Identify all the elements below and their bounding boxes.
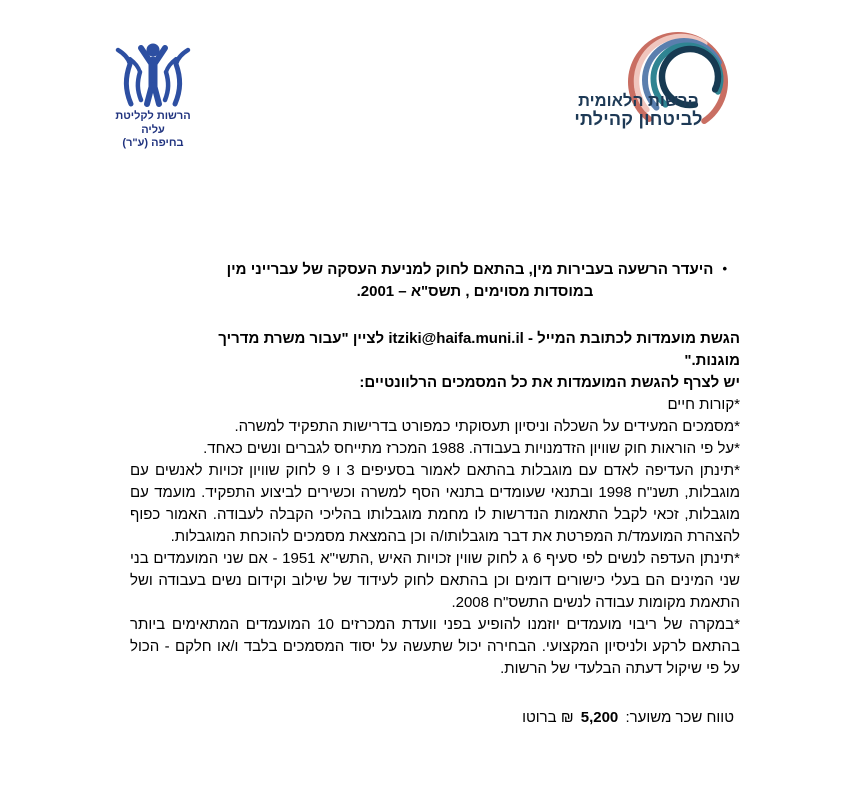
salary-suffix: ₪ ברוטו <box>522 709 574 726</box>
bullet-item-line1 <box>130 258 740 281</box>
submission-line2: מוגנות." <box>684 352 740 369</box>
document-body <box>130 258 740 729</box>
right-logo-caption-line1: הרשות הלאומית <box>578 92 699 110</box>
salary-amount: 5,200 <box>580 709 619 726</box>
national-community-safety-authority-logo <box>570 36 785 146</box>
candidate-selection-paragraph: *במקרה של ריבוי מועמדים יוזמנו להופיע בפני וועדת המכרזים 10 המועמדים המתאימים ביותר בהתאם לרקע ולניסיון המקצועי. הבחירה יכול שתעשה על יסוד המסמכים בלבד ו/או חלקם - הכול על פי שיקול דעתה הבלעדי של הרשות. <box>130 616 740 677</box>
disability-preference-paragraph: *תינתן העדיפה לאדם עם מוגבלות בהתאם לאמור בסעיפים 3 ו 9 לחוק שוויון זכויות לאנשים עם מוגבלות, תשנ"ח 1998 ובתנאי שעומדים בתנאי הסף למשרה וכשירים לביצוע התפקיד. מועמד עם מוגבלות, זכאי לקבל התאמות הנדרשות לו מחמת מוגבלותו בהליכי הקבלה לעבודה. האמור כפוף להצהרת המועמד/ת המפרטת את דבר מוגבלותו/ה וכן בהמצאת מסמכים להוכחת המוגבלות. <box>130 462 740 545</box>
left-logo-caption <box>103 110 203 151</box>
submission-pre-text: הגשת מועמדות לכתובת המייל - <box>523 330 740 347</box>
submission-line1 <box>130 328 740 350</box>
submission-email: itziki@haifa.muni.il <box>388 330 524 347</box>
requirement-cv: *קורות חיים <box>667 396 740 413</box>
equal-opportunity-line: *על פי הוראות חוק שוויון הזדמנויות בעבודה. 1988 המכרז מתייחס לגברים ונשים כאחד. <box>203 440 740 457</box>
bullet-item-line2: במוסדות מסוימים , תשס"א – 2001. <box>356 283 594 300</box>
left-logo-caption-line1: הרשות לקליטת עליה <box>115 110 191 136</box>
left-logo-caption-line2: בחיפה (ע"ר) <box>122 137 184 149</box>
bullet-icon: • <box>722 261 727 276</box>
raised-arms-figures-icon <box>103 42 203 108</box>
salary-range-line <box>130 707 734 729</box>
bullet-item-text1: היעדר הרשעה בעבירות מין, בהתאם לחוק למניעת העסקה של עברייני מין <box>226 261 714 278</box>
attach-documents-line: יש לצרף להגשת המועמדות את כל המסמכים הרלוונטיים: <box>359 374 740 391</box>
right-logo-caption <box>570 92 707 128</box>
requirement-documents: *מסמכים המעידים על השכלה וניסיון תעסוקתי כמפורט בדרישות התפקיד למשרה. <box>234 418 740 435</box>
submission-post-text: לציין "עבור משרת מדריך <box>218 330 389 347</box>
submission-instructions <box>130 328 740 394</box>
salary-label: טווח שכר משוער: <box>625 709 734 726</box>
haifa-aliyah-absorption-authority-logo <box>103 42 203 151</box>
right-logo-caption-line2: לביטחון קהילתי <box>574 109 703 129</box>
women-preference-paragraph: *תינתן העדפה לנשים לפי סעיף 6 ג לחוק שווין זכויות האיש ,התשי"א 1951 - אם שני המועמדים בני שני המינים הם בעלי כישורים דומים וכן בהתאם לחוק לעידוד של שילוב וקידום נשים בעבודה ושל התאמת מקומות עבודה לנשים התשס"ח 2008. <box>130 550 740 611</box>
